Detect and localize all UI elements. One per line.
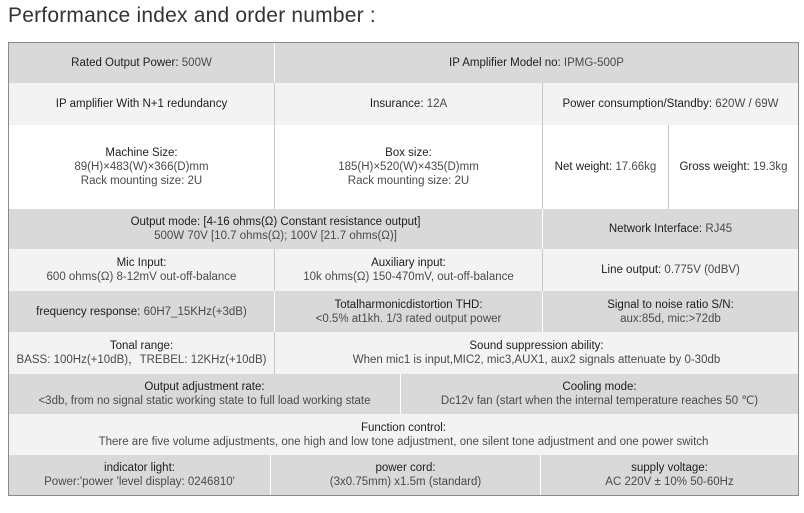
line-output-cell [543,249,798,291]
value: 620W / 69W [712,98,779,110]
frequency-response-cell [9,291,275,332]
table-row [9,332,798,374]
gross-weight-cell [669,125,798,209]
value: 500W [178,57,212,69]
output-mode-cell [9,209,543,249]
table-row [9,83,798,125]
table-row [9,43,798,83]
insurance-cell [275,83,543,125]
value: 19.3kg [749,161,788,173]
value: Power:'power 'level display: 0246810' [44,476,235,488]
label: Signal to noise ratio S/N: [607,298,734,311]
value: 89(H)×483(W)×366(D)mm [74,161,209,173]
value: <3db, from no signal static working state to full load working state [38,395,371,407]
table-row [9,414,798,455]
function-control-cell [9,414,798,455]
table-row [9,455,798,495]
label: power cord: [375,462,436,474]
label: Power consumption/Standby: [562,98,713,110]
value: aux:85d, mic:>72db [620,312,721,325]
page-title: Performance index and order number : [8,4,376,27]
value: There are five volume adjustments, one high and low tone adjustment, one silent tone adjustment and one power switch [98,435,709,448]
table-row [9,125,798,209]
label: Mic Input: [116,257,167,269]
sound-suppression-cell [275,332,798,374]
thd-cell [275,291,543,332]
value: 10k ohms(Ω) 150-470mV, out-off-balance [303,271,514,283]
net-weight-cell [543,125,669,209]
value: Dc12v fan (start when the internal temperature reaches 50 ℃) [440,395,759,407]
label: Cooling mode: [562,381,637,393]
table-row [9,249,798,291]
label: Insurance: [369,98,424,110]
indicator-light-cell [9,455,271,495]
rated-output-cell [9,43,275,83]
power-cord-cell [271,455,541,495]
supply-voltage-cell [541,455,798,495]
label: frequency response: [36,305,141,318]
label: Auxiliary input: [371,257,446,269]
value: 600 ohms(Ω) 8-12mV out-off-balance [46,271,237,283]
label: Line output: [601,264,662,276]
value: IPMG-500P [560,57,624,69]
table-row [9,209,798,249]
value: 0.775V (0dBV) [661,264,740,276]
label: indicator light: [104,462,175,474]
label: Totalharmonicdistortion THD: [334,298,483,311]
value: RJ45 [702,223,733,235]
aux-input-cell [275,249,543,291]
label: supply voltage: [631,462,708,474]
label: Net weight: [554,161,613,173]
value: 500W 70V [10.7 ohms(Ω); 100V [21.7 ohms(Ω)] [154,230,397,242]
value: 12A [423,98,448,110]
mic-input-cell [9,249,275,291]
machine-size-cell [9,125,275,209]
value: Rack mounting size: 2U [347,175,470,187]
label: Gross weight: [679,161,750,173]
box-size-cell [275,125,543,209]
label: IP amplifier With N+1 redundancy [55,98,228,110]
value: 17.66kg [612,161,657,173]
label: IP Amplifier Model no: [449,57,561,69]
value: <0.5% at1kh. 1/3 rated output power [315,312,502,325]
label: Sound suppression ability: [469,340,604,352]
label: Output mode: [4-16 ohms(Ω) Constant resistance output] [130,216,421,228]
label: Network Interface: [608,223,703,235]
cooling-mode-cell [401,374,798,414]
label: Machine Size: [105,147,178,159]
tonal-range-cell [9,332,275,374]
label: Tonal range: [109,340,174,352]
table-row [9,291,798,332]
value: BASS: 100Hz(+10dB)，TREBEL: 12KHz(+10dB) [16,354,267,366]
value: When mic1 is input,MIC2, mic3,AUX1, aux2 signals attenuate by 0-30db [352,354,721,366]
snr-cell [543,291,798,332]
value: 60H7_15KHz(+3dB) [140,305,247,318]
value: (3x0.75mm) x1.5m (standard) [329,476,482,488]
value: Rack mounting size: 2U [80,175,203,187]
network-interface-cell [543,209,798,249]
redundancy-cell [9,83,275,125]
model-cell [275,43,798,83]
label: Output adjustment rate: [144,381,265,393]
table-row [9,374,798,414]
label: Box size: [385,147,432,159]
label: Function control: [360,421,446,434]
power-consumption-cell [543,83,798,125]
output-adjustment-cell [9,374,401,414]
spec-table [8,42,799,496]
value: AC 220V ± 10% 50-60Hz [605,476,734,488]
label: Rated Output Power: [71,57,179,69]
value: 185(H)×520(W)×435(D)mm [338,161,479,173]
